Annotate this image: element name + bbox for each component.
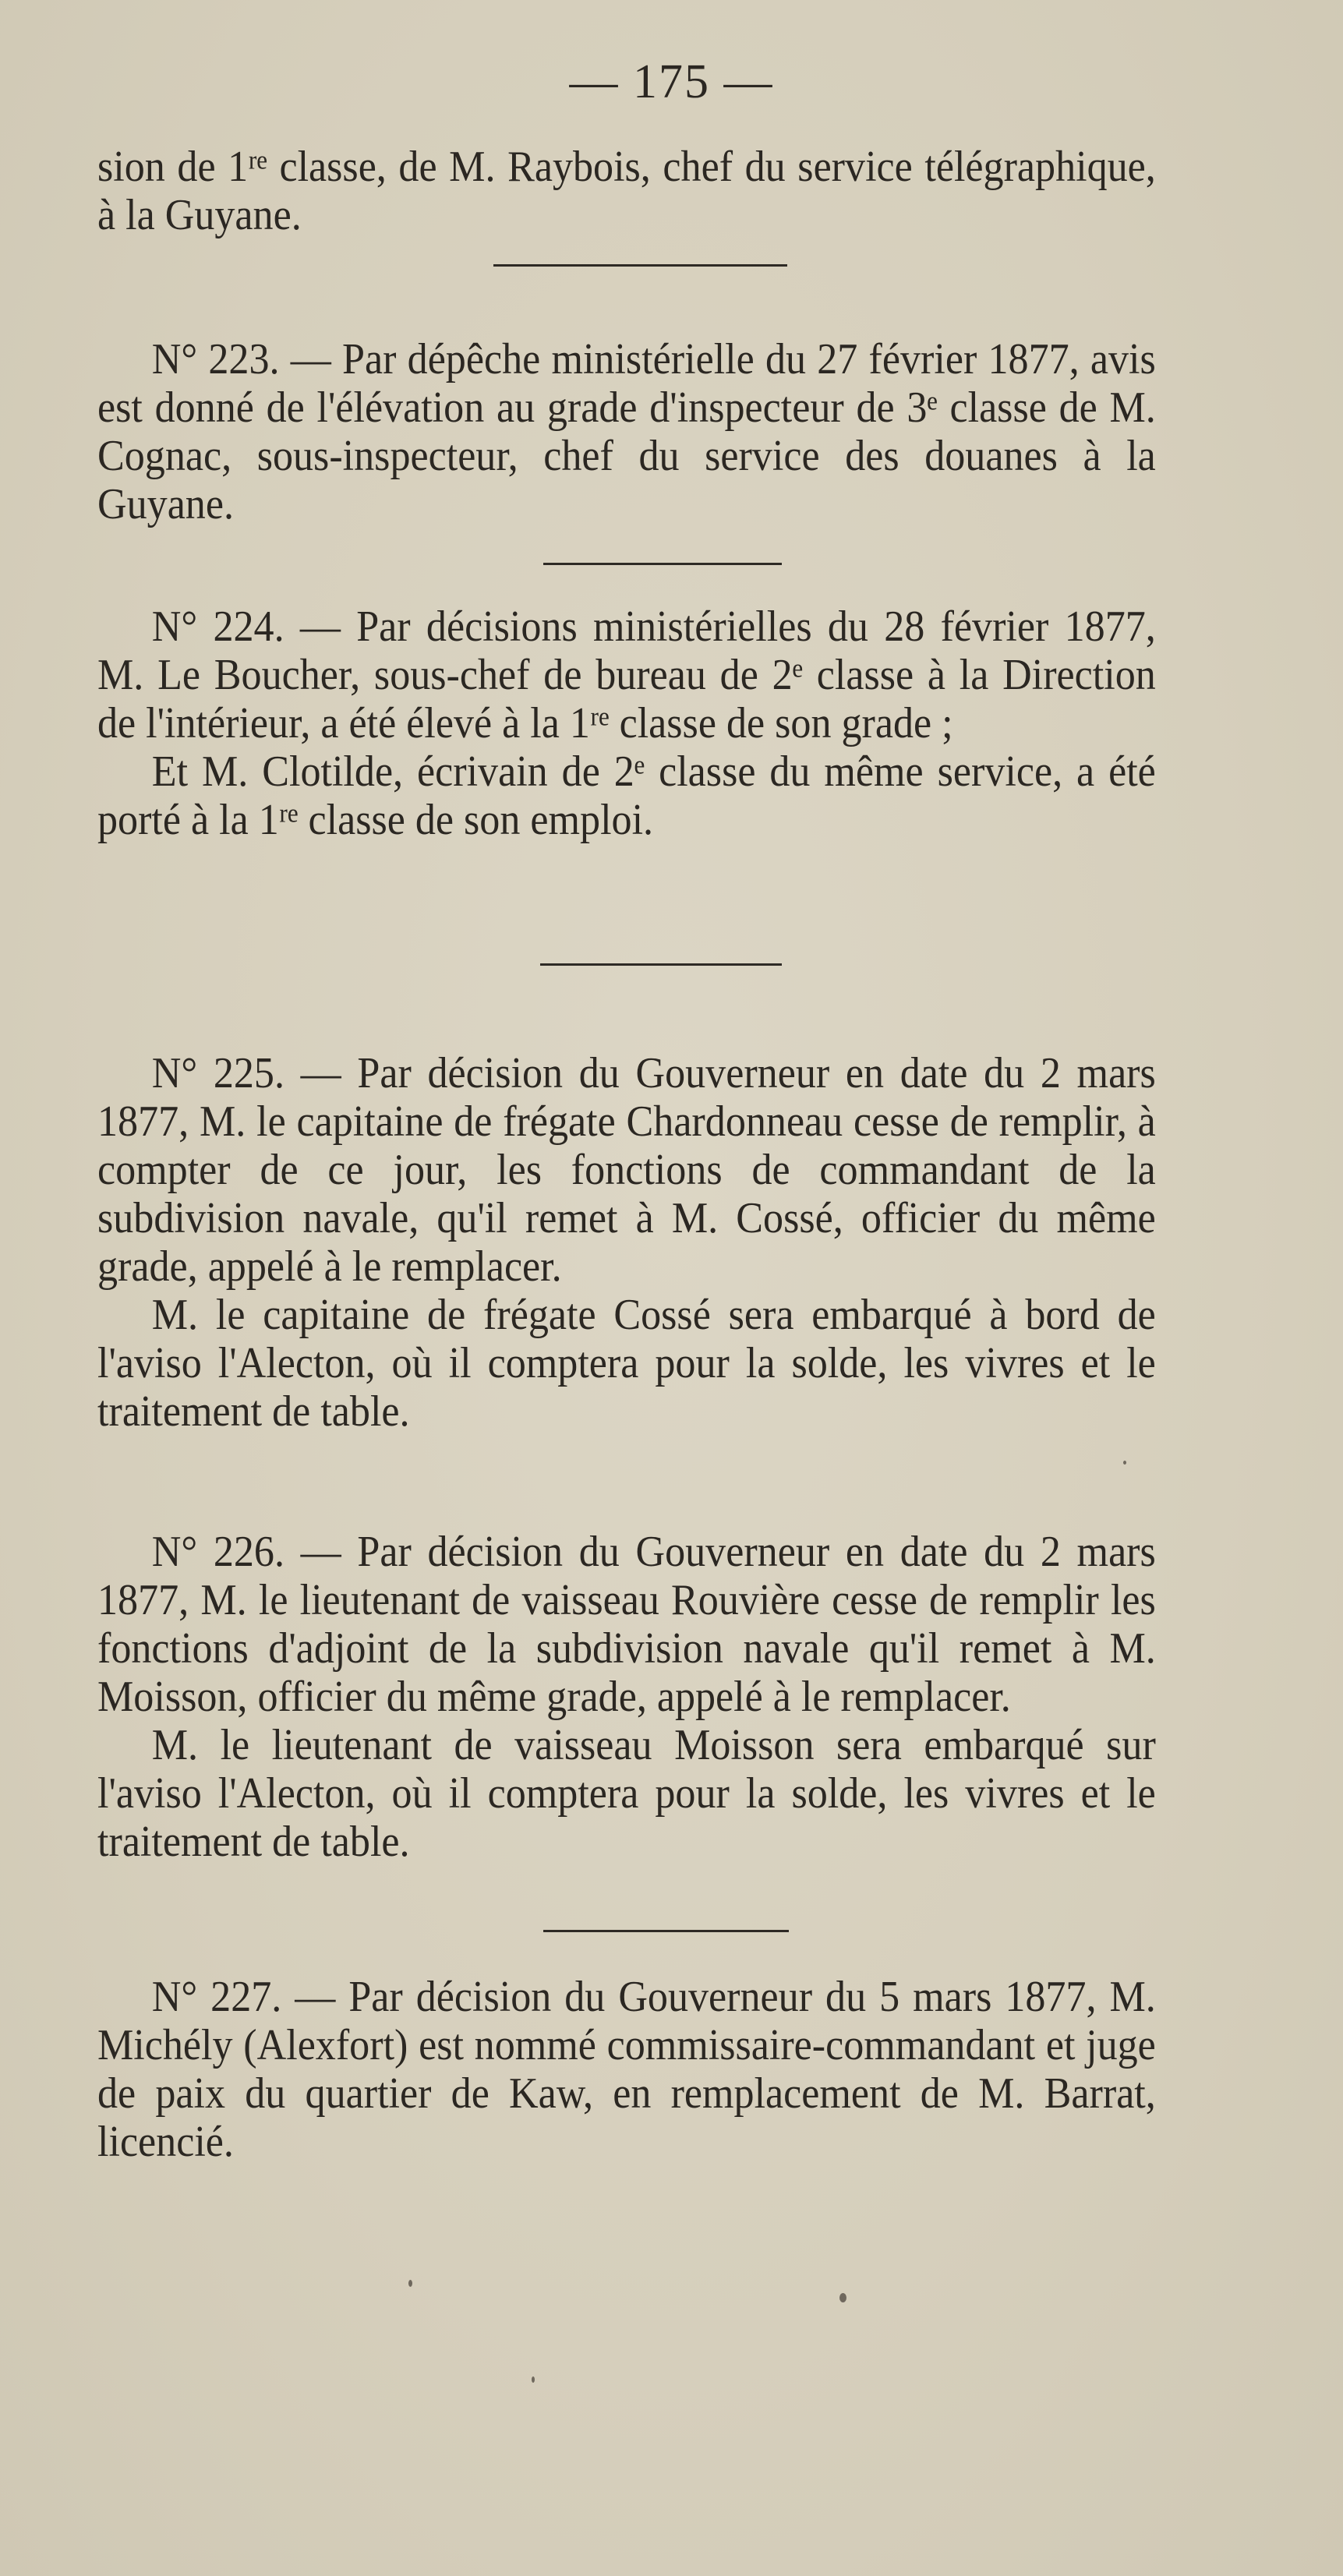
section-divider bbox=[540, 963, 782, 966]
intro-paragraph bbox=[97, 143, 1156, 239]
section-divider bbox=[493, 264, 787, 267]
page-number: — 175 — bbox=[569, 55, 774, 108]
entry-225 bbox=[97, 1049, 1156, 1436]
entry-224-text-2: Et M. Clotilde, écrivain de 2ᵉ classe du même service, a été porté à la 1ʳᵉ classe de son emploi. bbox=[97, 747, 1156, 844]
ink-speck bbox=[839, 2293, 846, 2302]
section-divider bbox=[543, 563, 782, 565]
entry-226-text-2: M. le lieutenant de vaisseau Moisson sera embarqué sur l'aviso l'Alecton, où il comptera pour la solde, les vivres et le traitement de table. bbox=[97, 1721, 1156, 1866]
entry-223-text: N° 223. — Par dépêche ministérielle du 27 février 1877, avis est donné de l'élévation au grade d'inspecteur de 3ᵉ classe de M. Cognac, sous-inspecteur, chef du service des douanes à la Guyane. bbox=[97, 335, 1156, 528]
entry-227-text: N° 227. — Par décision du Gouverneur du 5 mars 1877, M. Michély (Alexfort) est nommé commissaire-commandant et juge de paix du quartier de Kaw, en remplacement de M. Barrat, licencié. bbox=[97, 1973, 1156, 2166]
ink-speck bbox=[1123, 1461, 1126, 1465]
entry-223 bbox=[97, 335, 1156, 528]
ink-speck bbox=[408, 2280, 412, 2287]
entry-225-text-1: N° 225. — Par décision du Gouverneur en date du 2 mars 1877, M. le capitaine de frégate Chardonneau cesse de remplir, à compter de ce jour, les fonctions de commandant de la subdivision navale, qu'il remet à M. Cossé, officier du même grade, appelé à le remplacer. bbox=[97, 1049, 1156, 1291]
entry-226 bbox=[97, 1528, 1156, 1866]
ink-speck bbox=[532, 2376, 535, 2383]
entry-224 bbox=[97, 602, 1156, 844]
section-divider bbox=[543, 1930, 789, 1932]
entry-224-text-1: N° 224. — Par décisions ministérielles du 28 février 1877, M. Le Boucher, sous-chef de bureau de 2ᵉ classe à la Direction de l'intérieur, a été élevé à la 1ʳᵉ classe de son grade ; bbox=[97, 602, 1156, 747]
entry-227 bbox=[97, 1973, 1156, 2166]
entry-225-text-2: M. le capitaine de frégate Cossé sera embarqué à bord de l'aviso l'Alecton, où il comptera pour la solde, les vivres et le traitement de table. bbox=[97, 1291, 1156, 1436]
entry-226-text-1: N° 226. — Par décision du Gouverneur en date du 2 mars 1877, M. le lieutenant de vaisseau Rouvière cesse de remplir les fonctions d'adjoint de la subdivision navale qu'il remet à M. Moisson, officier du même grade, appelé à le remplacer. bbox=[97, 1528, 1156, 1721]
intro-text: sion de 1ʳᵉ classe, de M. Raybois, chef du service télégraphique, à la Guyane. bbox=[97, 143, 1156, 239]
